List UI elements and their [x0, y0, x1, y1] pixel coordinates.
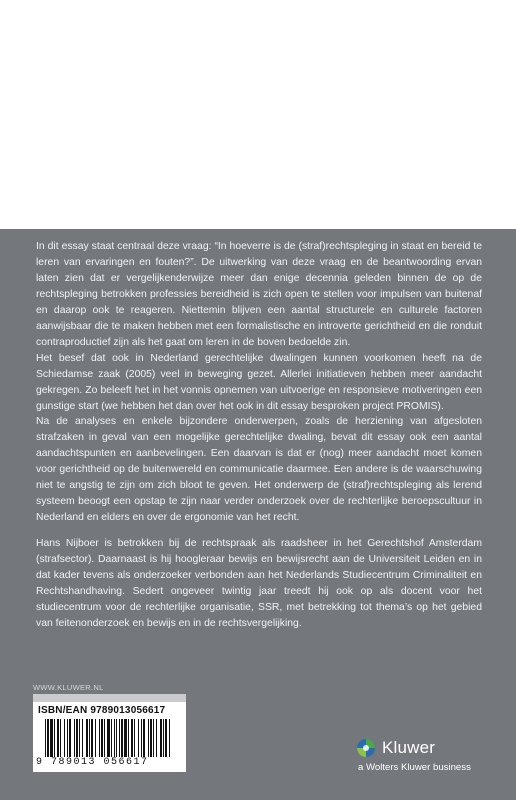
sticker-stripe [33, 694, 186, 702]
blurb [36, 239, 482, 632]
isbn-text: ISBN/EAN 9789013056617 [38, 705, 166, 716]
kluwer-logo-icon [356, 738, 376, 758]
author-bio: Hans Nijboer is betrokken bij de rechtspraak als raadsheer in het Gerechtshof Amsterdam (strafsector). Daarnaast is hij hoogleraar bewijs en bewijsrecht aan de Universiteit Leiden en in dat kader tevens als onderzoeker verbonden aan het Nederlands Studiecentrum Criminaliteit en Rechtshandhaving. Sedert ongeveer twintig jaar treedt hij ook op als docent voor het studiecentrum voor de rechterlijke organisatie, SSR, met betrekking tot thema’s op het gebied van feitenonderzoek en bewijs en in de rechtsvergelijking. [36, 538, 482, 629]
publisher-tagline: a Wolters Kluwer business [358, 762, 471, 773]
blurb-paragraph-recommendations: Na de analyses en enkele bijzondere onderwerpen, zoals de herziening van afgesloten strafzaken in geval van een mogelijke gerechtelijke dwaling, bevat dit essay ook een aantal aandachtspunten en aanbevelingen. Een daarvan is dat er (nog) meer aandacht moet komen voor gerichtheid op de buitenwereld en communicatie daarmee. Een andere is de waarschuwing niet te angstig te zijn om zich bloot te geven. Het onderwerp de (straf)rechtspleging als lerend systeem beoogt een opstap te zijn naar verder onderzoek over de rechterlijke beroepscultuur in Nederland en elders en over de ergonomie van het recht. [36, 416, 482, 524]
publisher-name: Kluwer [382, 738, 436, 757]
isbn-sticker [33, 683, 186, 772]
cover-top-area [0, 0, 516, 229]
blurb-paragraph-intro: In dit essay staat centraal deze vraag: “In hoeverre is de (straf)rechtspleging in staat en bereid te leren van ervaringen en fouten?”. De uitwerking van deze vraag en de beantwoording ervan laten zien dat er vergelijkenderwijze meer dan enige decennia geleden binnen de op de rechtspleging betrokken professies bereidheid is zich open te stellen voor impulsen van buitenaf en daarop ook te reageren. Niettemin blijven een aantal structurele en culturele factoren aanwijsbaar die te maken hebben met een formalistische en introverte gerichtheid en die ronduit contraproductief zijn als het gaat om leren in de boven bedoelde zin. [36, 241, 482, 348]
barcode-digits: 9 789013 056617 [36, 757, 149, 768]
blurb-paragraph-context: Het besef dat ook in Nederland gerechtelijke dwalingen kunnen voorkomen heeft na de Schiedamse zaak (2005) veel in beweging gezet. Allerlei initiatieven hebben meer aandacht gekregen. Zo beleeft het in het vonnis opnemen van uitvoerige en responsieve motiveringen een gunstige start (we hebben het dan over het ook in dit essay besproken project PROMIS). [36, 352, 482, 412]
barcode-label [33, 702, 186, 772]
publisher-logo [354, 737, 504, 777]
barcode-icon [45, 719, 175, 757]
publisher-url: WWW.KLUWER.NL [33, 683, 104, 692]
